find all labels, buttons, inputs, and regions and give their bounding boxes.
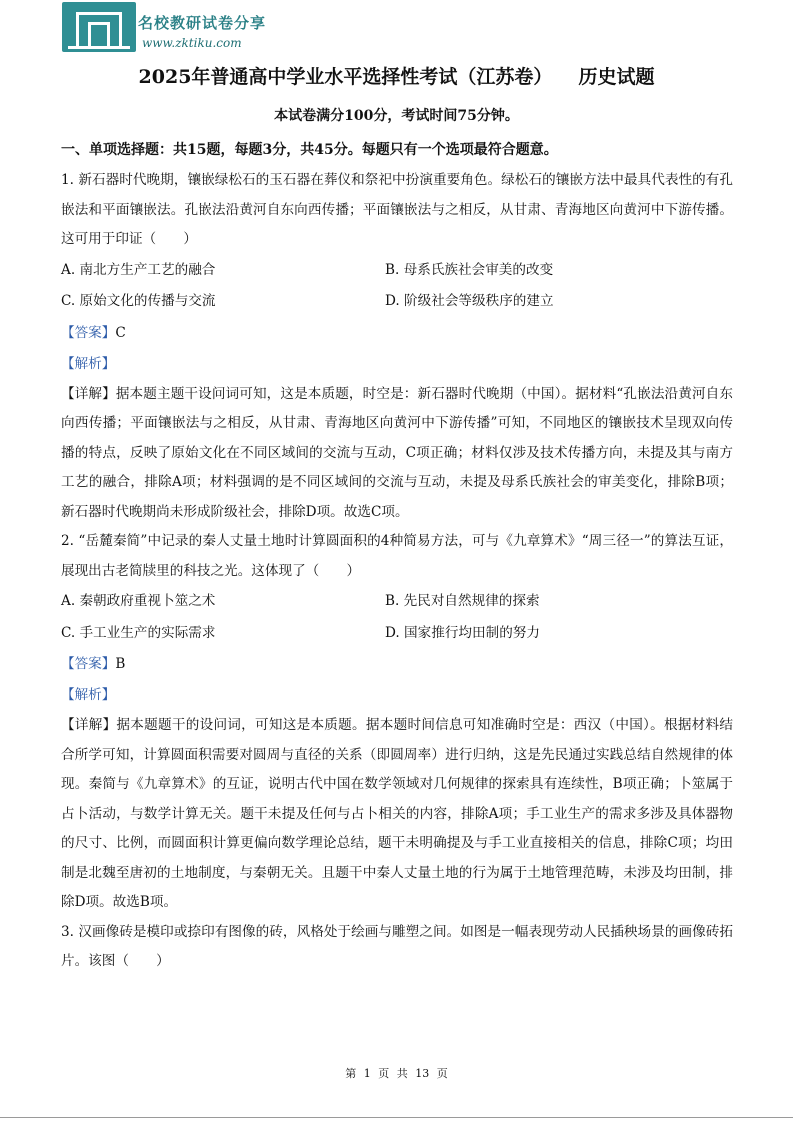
exam-subject: 历史试题: [578, 66, 655, 88]
logo-icon: [62, 2, 136, 52]
bottom-divider: [0, 1117, 793, 1118]
question-2-detail: 【详解】据本题题干的设问词，可知这是本质题。据本题时间信息可知准确时空是：西汉（中国）。根据材料结合所学可知，计算圆面积需要对圆周与直径的关系（即圆周率）进行归纳，这是先民通过实践总结自然规律的体现。秦简与《九章算术》的互证，说明古代中国在数学领域对几何规律的探索具有连续性，B项正确；卜筮属于占卜活动，与数学计算无关。题干未提及任何与占卜相关的内容，排除A项；手工业生产的需求多涉及具体器物的尺寸、比例，而圆面积计算更偏向数学理论总结，题干未明确提及与手工业直接相关的信息，排除C项；均田制是北魏至唐初的土地制度，与秦朝无关。且题干中秦人丈量土地的行为属于土地管理范畴，未涉及均田制，排除D项。故选B项。: [61, 717, 733, 910]
answer-value: C: [115, 324, 126, 341]
question-2-option-d: D. 国家推行均田制的努力: [385, 624, 540, 641]
site-logo: [62, 2, 272, 54]
question-1-options-row-2: [61, 286, 733, 318]
question-1-option-d: D. 阶级社会等级秩序的建立: [385, 293, 554, 309]
question-2-option-a: A. 秦朝政府重视卜筮之术: [61, 593, 216, 609]
page-total: 13: [415, 1067, 430, 1080]
questions: [61, 166, 733, 977]
question-2-answer: [61, 649, 733, 680]
question-2-stem: 2. “岳麓秦简”中记录的秦人丈量土地时计算圆面积的4种简易方法，可与《九章算术》“周三径一”的算法互证，展现出古老简牍里的科技之光。这体现了（ ）: [61, 533, 733, 579]
page-footer: 第 1 页 共 13 页: [345, 1067, 448, 1080]
question-1-answer: [61, 318, 733, 349]
question-2-option-c: C. 手工业生产的实际需求: [61, 624, 216, 641]
question-2-option-b: B. 先民对自然规律的探索: [385, 593, 540, 609]
question-1-options-row-1: [61, 255, 733, 287]
exam-title: 2025年普通高中学业水平选择性考试（江苏卷）: [138, 66, 553, 88]
question-1-option-a: A. 南北方生产工艺的融合: [61, 261, 216, 278]
logo-name: 名校教研试卷分享: [138, 14, 267, 32]
page-title: [0, 62, 793, 89]
question-3-stem: 3. 汉画像砖是模印或捺印有图像的砖，风格处于绘画与雕塑之间。如图是一幅表现劳动人民插秧场景的画像砖拓片。该图（ ）: [61, 923, 733, 969]
answer-label: 【答案】: [61, 324, 116, 341]
question-1-option-b: B. 母系氏族社会审美的改变: [385, 261, 554, 278]
section-heading: 一、单项选择题：共15题，每题3分，共45分。每题只有一个选项最符合题意。: [61, 142, 558, 158]
question-1-analysis-label: 【解析】: [61, 355, 116, 372]
answer-label: 【答案】: [61, 656, 116, 672]
page-number: 1: [363, 1067, 371, 1080]
question-2-options-row-2: [61, 618, 733, 650]
question-1-stem: 1. 新石器时代晚期，镶嵌绿松石的玉石器在葬仪和祭祀中扮演重要角色。绿松石的镶嵌方法中最具代表性的有孔嵌法和平面镶嵌法。孔嵌法沿黄河自东向西传播；平面镶嵌法与之相反，从甘肃、青海地区向黄河中下游传播。这可用于印证（ ）: [61, 172, 733, 247]
question-1-option-c: C. 原始文化的传播与交流: [61, 293, 216, 309]
question-2-analysis-label: 【解析】: [61, 687, 116, 703]
answer-value: B: [115, 656, 126, 672]
question-1-detail: 【详解】据本题主题干设问词可知，这是本质题，时空是：新石器时代晚期（中国）。据材料“孔嵌法沿黄河自东向西传播；平面镶嵌法与之相反，从甘肃、青海地区向黄河中下游传播”可知，不同地区的镶嵌技术呈现双向传播的特点，反映了原始文化在不同区域间的交流与互动，C项正确；材料仅涉及技术传播方向，未提及其与南方工艺的融合，排除A项；材料强调的是不同区域间的交流与互动，未提及母系氏族社会的审美变化，排除B项；新石器时代晚期尚未形成阶级社会，排除D项。故选C项。: [61, 385, 733, 520]
logo-url: www.zktiku.com: [142, 36, 242, 50]
exam-info: 本试卷满分100分，考试时间75分钟。: [274, 108, 519, 124]
question-2-options-row-1: [61, 586, 733, 618]
